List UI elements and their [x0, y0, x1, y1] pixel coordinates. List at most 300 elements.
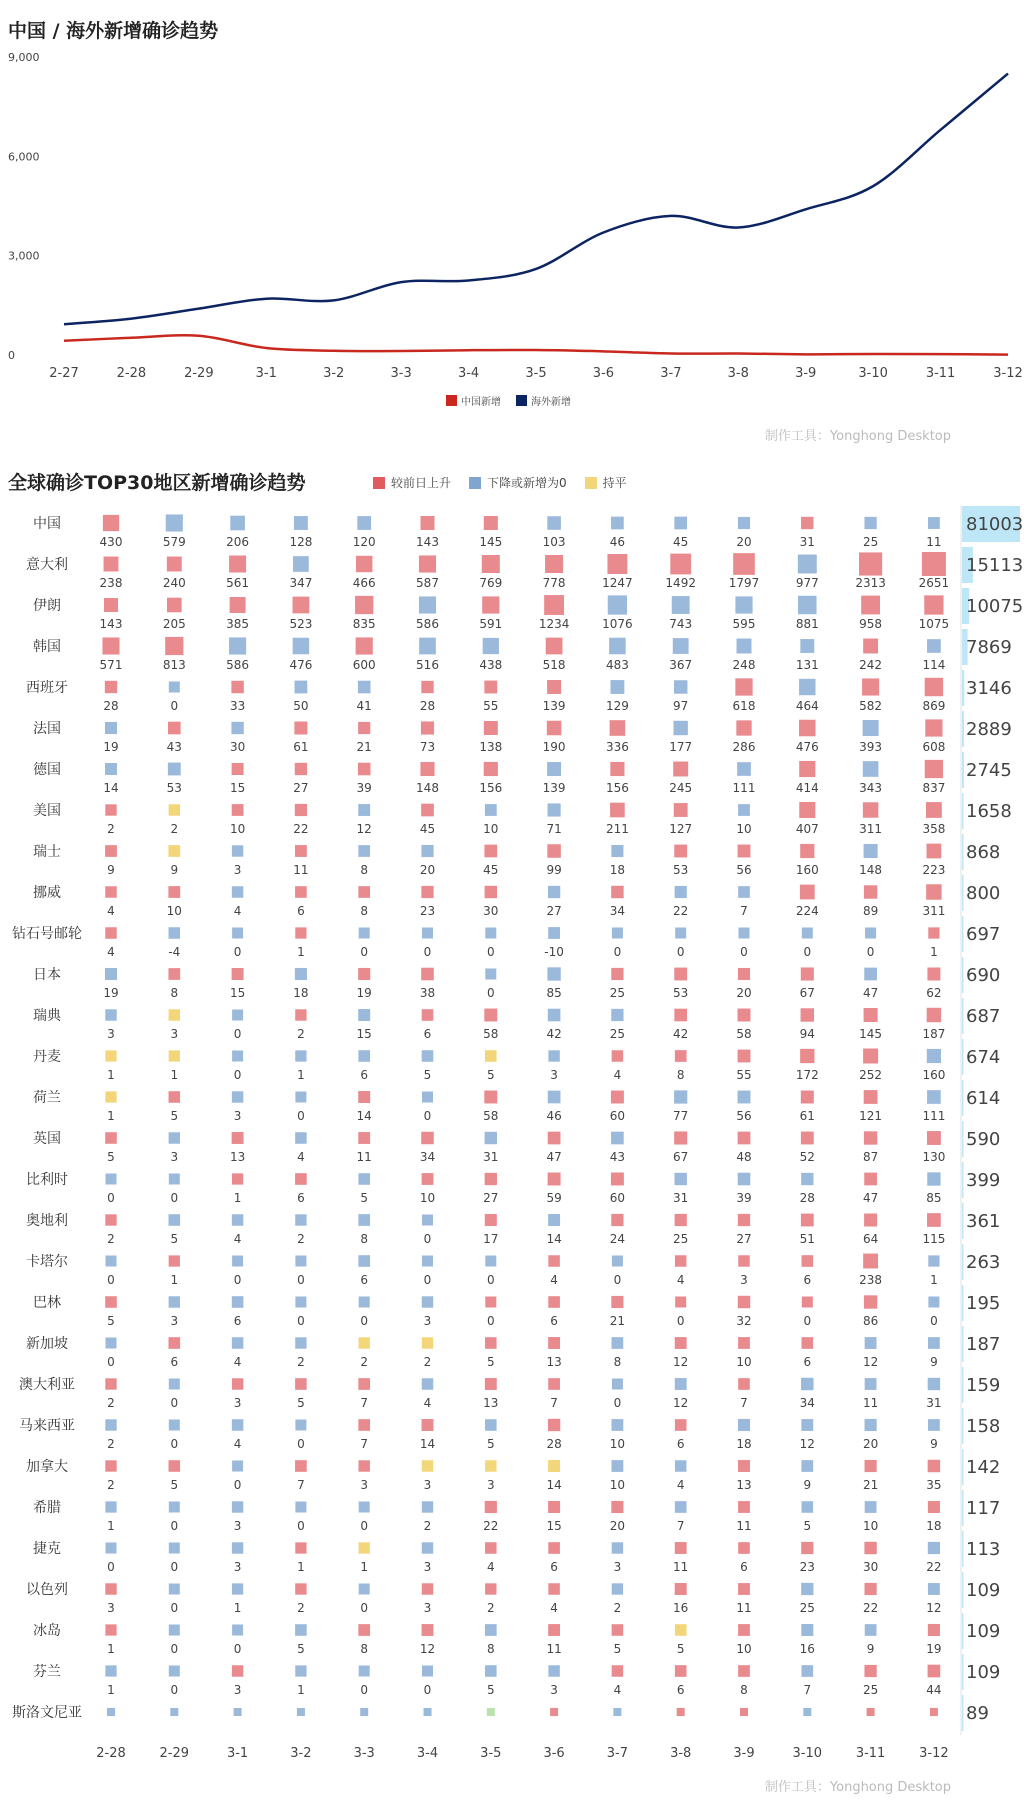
cell-value: 6 [297, 1191, 305, 1205]
trend-square [358, 1091, 370, 1103]
trend-square [232, 1625, 243, 1636]
series-line-1 [64, 74, 1008, 325]
trend-square [928, 517, 940, 529]
cell-value: 8 [170, 986, 179, 1000]
trend-square [677, 1708, 685, 1716]
region-label: 冰岛 [33, 1623, 61, 1639]
cell-value: 6 [360, 1068, 369, 1082]
trend-square [422, 1173, 434, 1185]
cell-value: 145 [859, 1027, 883, 1041]
date-label: 3-8 [670, 1746, 692, 1761]
cell-value: 1247 [602, 576, 633, 590]
cell-value: 0 [613, 1396, 622, 1410]
cell-value: 6 [550, 1560, 558, 1574]
total-bar [962, 834, 964, 870]
cell-value: 0 [107, 1560, 115, 1574]
cell-value: 0 [107, 1273, 115, 1287]
cell-value: 11 [673, 1560, 689, 1574]
cell-value: 0 [676, 1314, 685, 1328]
trend-square [169, 1543, 180, 1554]
trend-square [864, 1173, 877, 1186]
trend-square [863, 1048, 878, 1063]
cell-value: 187 [922, 1027, 946, 1041]
trend-square [927, 639, 941, 653]
trend-square [925, 760, 943, 778]
total-bar [962, 1203, 964, 1239]
x-tick-label: 3-1 [255, 366, 277, 381]
trend-square [485, 1297, 496, 1308]
total-bar [962, 793, 964, 829]
cell-value: 3 [423, 1314, 432, 1328]
cell-value: 4 [676, 1273, 685, 1287]
cell-value: 5 [107, 1150, 115, 1164]
trend-square [169, 682, 180, 693]
cell-value: 4 [550, 1273, 558, 1287]
trend-square [105, 1501, 116, 1512]
trend-square [548, 1460, 560, 1472]
legend-swatch [446, 395, 457, 406]
trend-square [612, 1379, 623, 1390]
trend-square [801, 1337, 813, 1349]
cell-value: 42 [673, 1027, 689, 1041]
trend-square [170, 1708, 178, 1716]
trend-square [926, 802, 942, 818]
cell-value: 238 [99, 576, 123, 590]
cell-value: 7 [360, 1396, 369, 1410]
trend-square [422, 1419, 434, 1431]
trend-square [483, 638, 499, 654]
cell-value: 0 [676, 945, 685, 959]
trend-square [864, 968, 877, 981]
cell-value: 30 [862, 1560, 879, 1574]
cell-value: 47 [862, 1191, 879, 1205]
cell-value: 85 [926, 1191, 942, 1205]
total-value: 690 [966, 965, 1001, 986]
cell-value: 3 [107, 1601, 115, 1615]
trend-square [610, 680, 624, 694]
trend-square [485, 928, 496, 939]
trend-square [167, 557, 182, 572]
trend-square [105, 763, 117, 775]
trend-square [608, 595, 627, 614]
region-label: 中国 [33, 516, 61, 532]
cell-value: 5 [486, 1355, 495, 1369]
trend-square [169, 1420, 180, 1431]
cell-value: 2 [297, 1027, 305, 1041]
trend-square [803, 1708, 811, 1716]
cell-value: 34 [419, 1150, 436, 1164]
cell-value: 12 [799, 1437, 815, 1451]
trend-square [801, 1665, 813, 1677]
cell-value: 523 [289, 617, 313, 631]
trend-square [738, 1583, 750, 1595]
cell-value: 32 [736, 1314, 752, 1328]
cell-value: 1492 [665, 576, 696, 590]
x-tick-label: 3-7 [660, 366, 682, 381]
trend-square [548, 1214, 560, 1226]
cell-value: 0 [360, 945, 369, 959]
trend-square [105, 1378, 116, 1389]
cell-value: 9 [930, 1355, 938, 1369]
total-bar [962, 875, 964, 911]
cell-value: 7 [740, 904, 748, 918]
trend-square [675, 1214, 687, 1226]
trend-square [105, 845, 117, 857]
cell-value: 0 [423, 945, 432, 959]
cell-value: 4 [613, 1683, 622, 1697]
cell-value: 41 [356, 699, 372, 713]
cell-value: 3 [170, 1314, 179, 1328]
cell-value: 42 [546, 1027, 562, 1041]
trend-square [232, 1501, 243, 1512]
cell-value: 47 [862, 986, 879, 1000]
region-label: 以色列 [26, 1582, 68, 1598]
trend-square [295, 845, 307, 857]
cell-value: 2313 [855, 576, 886, 590]
trend-square [169, 1584, 180, 1595]
trend-square [229, 637, 246, 654]
trend-square [420, 762, 434, 776]
cell-value: 252 [859, 1068, 883, 1082]
trend-square [801, 967, 814, 980]
cell-value: 242 [859, 658, 883, 672]
trend-square [295, 927, 306, 938]
cell-value: 0 [360, 1314, 369, 1328]
trend-square [927, 1213, 941, 1227]
date-label: 3-11 [855, 1746, 886, 1761]
trend-square [548, 1337, 560, 1349]
trend-square [106, 1174, 117, 1185]
cell-value: 131 [795, 658, 819, 672]
trend-square [865, 1583, 877, 1595]
trend-square [358, 1624, 370, 1636]
trend-square [295, 1583, 306, 1594]
trend-square [548, 803, 561, 816]
cell-value: 143 [99, 617, 123, 631]
cell-value: 4 [233, 1355, 242, 1369]
cell-value: 33 [229, 699, 246, 713]
cell-value: 14 [546, 1232, 562, 1246]
trend-square [421, 1132, 433, 1144]
cell-value: 0 [613, 1273, 622, 1287]
trend-square [675, 1665, 687, 1677]
trend-square [357, 516, 371, 530]
cell-value: 1 [930, 945, 938, 959]
trend-square [928, 1501, 940, 1513]
trend-square [232, 1256, 243, 1267]
cell-value: 38 [419, 986, 436, 1000]
cell-value: 20 [419, 863, 436, 877]
cell-value: 561 [226, 576, 250, 590]
trend-square [422, 1337, 433, 1348]
x-tick-label: 2-27 [49, 366, 79, 381]
trend-square [548, 927, 560, 939]
date-label: 2-28 [96, 1746, 126, 1761]
legend-item-flat[interactable] [585, 474, 627, 491]
trend-square [358, 1419, 370, 1431]
cell-value: 1 [107, 1683, 115, 1697]
trend-square [232, 1378, 243, 1389]
total-bar [962, 1244, 964, 1280]
trend-square [548, 1624, 560, 1636]
cell-value: 128 [289, 535, 313, 549]
trend-square [105, 1050, 116, 1061]
region-label: 加拿大 [26, 1459, 68, 1475]
region-label: 新加坡 [26, 1336, 68, 1352]
trend-square [548, 1542, 560, 1554]
cell-value: 11 [546, 1642, 562, 1656]
total-bar [962, 752, 964, 788]
cell-value: 2 [297, 1601, 305, 1615]
trend-square [863, 761, 879, 777]
legend-item-down[interactable] [469, 474, 567, 491]
trend-square [865, 928, 876, 939]
total-bar [962, 670, 964, 706]
legend-item-up[interactable] [373, 474, 451, 491]
trend-square [801, 1542, 813, 1554]
cell-value: 3 [170, 1027, 179, 1041]
cell-value: 43 [609, 1150, 626, 1164]
cell-value: 0 [170, 1437, 179, 1451]
trend-square [675, 928, 686, 939]
total-bar [962, 1449, 964, 1485]
cell-value: 27 [736, 1232, 752, 1246]
trend-square [104, 598, 118, 612]
cell-value: 4 [107, 945, 115, 959]
total-bar [962, 1408, 964, 1444]
trend-square [295, 1460, 307, 1472]
cell-value: 587 [416, 576, 439, 590]
trend-square [548, 1050, 559, 1061]
cell-value: 156 [605, 781, 629, 795]
trend-square [675, 1542, 687, 1554]
legend-label-down: 下降或新增为0 [487, 476, 567, 490]
cell-value: 53 [673, 986, 689, 1000]
cell-value: 3 [107, 1027, 115, 1041]
trend-square [105, 681, 117, 693]
trend-square [169, 1174, 180, 1185]
trend-square [801, 1214, 814, 1227]
trend-square [485, 1501, 497, 1513]
trend-square [547, 762, 561, 776]
trend-square [925, 719, 942, 736]
trend-square [485, 1378, 497, 1390]
legend-label-up: 较前日上升 [391, 476, 452, 490]
trend-square [670, 554, 691, 575]
trend-square [548, 1132, 561, 1145]
total-value: 113 [966, 1539, 1001, 1560]
cell-value: 5 [170, 1478, 179, 1492]
total-value: 590 [966, 1129, 1001, 1150]
trend-square [610, 720, 626, 736]
cell-value: 6 [297, 904, 305, 918]
trend-square [422, 1378, 434, 1390]
trend-square [799, 761, 815, 777]
trend-square [424, 1708, 432, 1716]
trend-square [674, 1173, 686, 1185]
cell-value: 39 [356, 781, 372, 795]
trend-square [802, 1297, 813, 1308]
cell-value: 19 [356, 986, 372, 1000]
trend-square [358, 845, 370, 857]
trend-square [799, 679, 815, 695]
trend-square [358, 968, 370, 980]
total-value: 868 [966, 842, 1001, 863]
cell-value: 3 [740, 1273, 748, 1287]
trend-square [928, 1255, 939, 1266]
trend-square [927, 968, 940, 981]
trend-square [738, 1296, 750, 1308]
cell-value: 2 [360, 1355, 369, 1369]
trend-square [169, 1255, 180, 1266]
trend-square [232, 1132, 244, 1144]
trend-square [801, 1419, 813, 1431]
cell-value: 0 [170, 1601, 179, 1615]
trend-square [675, 1297, 686, 1308]
cell-value: 47 [546, 1150, 562, 1164]
trend-square [548, 1091, 561, 1104]
y-tick-label: 6,000 [8, 150, 40, 164]
trend-square [485, 1460, 496, 1471]
cell-value: 25 [609, 1027, 626, 1041]
trend-square [295, 886, 307, 898]
cell-value: 12 [419, 1642, 436, 1656]
total-value: 1658 [966, 801, 1012, 822]
cell-value: 0 [233, 1027, 242, 1041]
cell-value: 586 [416, 617, 439, 631]
total-bar [962, 1039, 964, 1075]
cell-value: 223 [922, 863, 946, 877]
cell-value: 62 [926, 986, 942, 1000]
trend-square [930, 1708, 938, 1716]
cell-value: 3 [423, 1478, 432, 1492]
cell-value: 14 [356, 1109, 372, 1123]
cell-value: 10 [229, 822, 246, 836]
trend-square [544, 595, 564, 615]
cell-value: 0 [360, 1519, 369, 1533]
region-label: 丹麦 [33, 1049, 61, 1065]
total-bar [962, 998, 964, 1034]
total-value: 109 [966, 1662, 1001, 1683]
trend-square [232, 1010, 243, 1021]
trend-square [232, 763, 244, 775]
cell-value: 813 [162, 658, 186, 672]
trend-square [738, 1255, 749, 1266]
cell-value: 60 [609, 1191, 626, 1205]
trend-square [740, 1708, 748, 1716]
cell-value: 8 [360, 863, 369, 877]
trend-square [865, 1419, 877, 1431]
trend-square [419, 638, 436, 655]
trend-square [422, 1215, 433, 1226]
cell-value: 17 [483, 1232, 499, 1246]
cell-value: 25 [609, 986, 626, 1000]
cell-value: 27 [483, 1191, 499, 1205]
cell-value: 28 [419, 699, 436, 713]
trend-square [675, 1050, 687, 1062]
cell-value: 1 [930, 1273, 938, 1287]
cell-value: 1075 [918, 617, 950, 631]
cell-value: 618 [732, 699, 756, 713]
cell-value: 0 [360, 1683, 369, 1697]
trend-square [485, 1624, 497, 1636]
trend-square [295, 1337, 306, 1348]
trend-square [738, 1501, 750, 1513]
trend-square [928, 1297, 939, 1308]
trend-square [735, 678, 752, 695]
cell-value: 0 [803, 945, 812, 959]
cell-value: 30 [483, 904, 499, 918]
legend-label: 海外新增 [531, 397, 571, 408]
trend-square [295, 1214, 306, 1225]
trend-square [612, 1542, 623, 1553]
trend-square [738, 1132, 751, 1145]
trend-square [735, 596, 752, 613]
cell-value: 2 [107, 1437, 115, 1451]
trend-square [928, 1583, 940, 1595]
trend-square [358, 681, 371, 694]
cell-value: 3 [486, 1478, 495, 1492]
cell-value: 73 [419, 740, 436, 754]
cell-value: 45 [419, 822, 436, 836]
trend-square [801, 1008, 814, 1021]
cell-value: 476 [289, 658, 313, 672]
trend-square [927, 1090, 941, 1104]
total-bar [962, 711, 964, 747]
trend-square [485, 1132, 497, 1144]
cell-value: 3 [233, 1683, 242, 1697]
date-label: 3-5 [480, 1746, 502, 1761]
trend-square [293, 638, 310, 655]
cell-value: 2 [107, 1232, 115, 1246]
trend-square [864, 1295, 877, 1308]
region-label: 法国 [33, 721, 61, 737]
trend-square [927, 1172, 940, 1185]
cell-value: 5 [170, 1232, 179, 1246]
cell-value: 835 [352, 617, 376, 631]
cell-value: 2 [107, 1396, 115, 1410]
trend-square [801, 1091, 814, 1104]
cell-value: 8 [486, 1642, 495, 1656]
region-label: 美国 [33, 803, 61, 819]
trend-square [798, 596, 816, 614]
total-value: 697 [966, 924, 1001, 945]
cell-value: 12 [356, 822, 372, 836]
cell-value: 18 [736, 1437, 752, 1451]
cell-value: 19 [103, 986, 119, 1000]
trend-square [733, 553, 755, 575]
trend-square [295, 763, 307, 775]
trend-square [295, 1624, 307, 1636]
trend-square [356, 637, 373, 654]
trend-square [548, 1378, 560, 1390]
cell-value: 16 [799, 1642, 815, 1656]
trend-square [103, 515, 119, 531]
trend-square [169, 1214, 181, 1226]
cell-value: 9 [170, 863, 179, 877]
trend-square [612, 1460, 624, 1472]
cell-value: 8 [360, 904, 369, 918]
trend-square [295, 1502, 306, 1513]
trend-square [738, 1542, 750, 1554]
trend-square [485, 1542, 497, 1554]
trend-square [801, 1624, 813, 1636]
cell-value: 25 [862, 535, 879, 549]
cell-value: 13 [229, 1150, 246, 1164]
region-label: 马来西亚 [19, 1418, 75, 1434]
cell-value: 139 [542, 781, 566, 795]
cell-value: 977 [795, 576, 819, 590]
